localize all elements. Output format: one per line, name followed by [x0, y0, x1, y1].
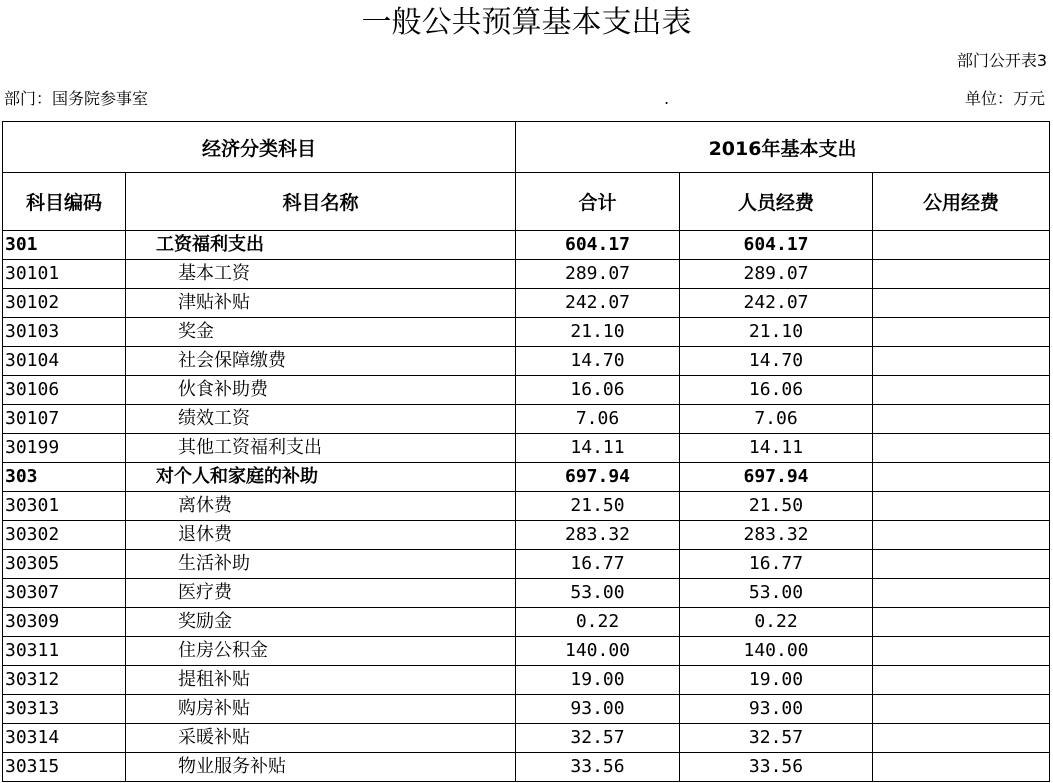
cell-name: 对个人和家庭的补助	[126, 463, 516, 492]
cell-code: 303	[3, 463, 126, 492]
table-row	[3, 695, 1050, 724]
cell-total: 16.06	[516, 376, 680, 405]
cell-total: 697.94	[516, 463, 680, 492]
cell-total: 53.00	[516, 579, 680, 608]
cell-public	[873, 231, 1050, 260]
report-title: 一般公共预算基本支出表	[361, 5, 692, 40]
cell-name: 住房公积金	[126, 637, 516, 666]
cell-public	[873, 289, 1050, 318]
table-row	[3, 579, 1050, 608]
cell-total: 14.11	[516, 434, 680, 463]
cell-code: 30305	[3, 550, 126, 579]
cell-total: 7.06	[516, 405, 680, 434]
cell-personnel: 19.00	[680, 666, 873, 695]
cell-code: 30103	[3, 318, 126, 347]
header-public: 公用经费	[873, 173, 1050, 231]
table-row	[3, 463, 1050, 492]
cell-personnel: 697.94	[680, 463, 873, 492]
cell-total: 242.07	[516, 289, 680, 318]
cell-personnel: 7.06	[680, 405, 873, 434]
cell-personnel: 21.10	[680, 318, 873, 347]
cell-name: 奖励金	[126, 608, 516, 637]
cell-code: 30106	[3, 376, 126, 405]
table-row	[3, 637, 1050, 666]
cell-public	[873, 724, 1050, 753]
cell-code: 30301	[3, 492, 126, 521]
cell-name: 绩效工资	[126, 405, 516, 434]
cell-code: 30314	[3, 724, 126, 753]
cell-public	[873, 753, 1050, 782]
cell-name: 奖金	[126, 318, 516, 347]
table-row	[3, 724, 1050, 753]
cell-personnel: 32.57	[680, 724, 873, 753]
table-row	[3, 289, 1050, 318]
cell-personnel: 14.70	[680, 347, 873, 376]
cell-personnel: 33.56	[680, 753, 873, 782]
cell-public	[873, 695, 1050, 724]
cell-code: 30315	[3, 753, 126, 782]
table-row	[3, 666, 1050, 695]
cell-code: 30309	[3, 608, 126, 637]
cell-code: 30101	[3, 260, 126, 289]
cell-name: 津贴补贴	[126, 289, 516, 318]
cell-total: 283.32	[516, 521, 680, 550]
table-row	[3, 260, 1050, 289]
cell-personnel: 16.77	[680, 550, 873, 579]
cell-public	[873, 347, 1050, 376]
cell-public	[873, 463, 1050, 492]
cell-total: 32.57	[516, 724, 680, 753]
cell-code: 30307	[3, 579, 126, 608]
cell-public	[873, 608, 1050, 637]
cell-name: 基本工资	[126, 260, 516, 289]
cell-name: 购房补贴	[126, 695, 516, 724]
cell-public	[873, 579, 1050, 608]
table-row	[3, 347, 1050, 376]
table-row	[3, 492, 1050, 521]
cell-public	[873, 666, 1050, 695]
budget-table	[2, 121, 1050, 782]
cell-total: 33.56	[516, 753, 680, 782]
cell-name: 其他工资福利支出	[126, 434, 516, 463]
cell-code: 30102	[3, 289, 126, 318]
header-row-2	[3, 173, 1050, 231]
cell-public	[873, 318, 1050, 347]
cell-code: 30104	[3, 347, 126, 376]
cell-code: 30311	[3, 637, 126, 666]
table-row	[3, 608, 1050, 637]
table-row	[3, 405, 1050, 434]
cell-total: 289.07	[516, 260, 680, 289]
cell-public	[873, 260, 1050, 289]
table-row	[3, 318, 1050, 347]
cell-total: 16.77	[516, 550, 680, 579]
stray-dot: .	[664, 89, 670, 108]
cell-total: 21.10	[516, 318, 680, 347]
cell-code: 30302	[3, 521, 126, 550]
cell-personnel: 93.00	[680, 695, 873, 724]
cell-code: 30199	[3, 434, 126, 463]
cell-code: 30107	[3, 405, 126, 434]
cell-name: 医疗费	[126, 579, 516, 608]
cell-name: 提租补贴	[126, 666, 516, 695]
cell-total: 21.50	[516, 492, 680, 521]
cell-code: 30312	[3, 666, 126, 695]
cell-code: 30313	[3, 695, 126, 724]
table-row	[3, 550, 1050, 579]
cell-personnel: 14.11	[680, 434, 873, 463]
cell-total: 0.22	[516, 608, 680, 637]
cell-personnel: 242.07	[680, 289, 873, 318]
cell-name: 物业服务补贴	[126, 753, 516, 782]
cell-personnel: 53.00	[680, 579, 873, 608]
header-name: 科目名称	[126, 173, 516, 231]
cell-name: 离休费	[126, 492, 516, 521]
header-year-basic: 2016年基本支出	[516, 122, 1050, 173]
header-econ-class: 经济分类科目	[3, 122, 516, 173]
cell-name: 退休费	[126, 521, 516, 550]
cell-name: 采暖补贴	[126, 724, 516, 753]
department-label: 部门：国务院参事室	[4, 89, 149, 108]
cell-personnel: 289.07	[680, 260, 873, 289]
table-row	[3, 231, 1050, 260]
cell-personnel: 283.32	[680, 521, 873, 550]
cell-public	[873, 521, 1050, 550]
cell-public	[873, 376, 1050, 405]
cell-name: 社会保障缴费	[126, 347, 516, 376]
header-row-1	[3, 122, 1050, 173]
table-row	[3, 521, 1050, 550]
cell-total: 14.70	[516, 347, 680, 376]
cell-name: 生活补助	[126, 550, 516, 579]
form-number: 部门公开表3	[956, 51, 1047, 70]
header-total: 合计	[516, 173, 680, 231]
table-row	[3, 376, 1050, 405]
table-row	[3, 753, 1050, 782]
cell-personnel: 0.22	[680, 608, 873, 637]
header-personnel: 人员经费	[680, 173, 873, 231]
cell-personnel: 21.50	[680, 492, 873, 521]
cell-public	[873, 492, 1050, 521]
cell-public	[873, 405, 1050, 434]
table-row	[3, 434, 1050, 463]
header-code: 科目编码	[3, 173, 126, 231]
cell-personnel: 16.06	[680, 376, 873, 405]
cell-total: 93.00	[516, 695, 680, 724]
cell-public	[873, 637, 1050, 666]
cell-code: 301	[3, 231, 126, 260]
cell-personnel: 140.00	[680, 637, 873, 666]
cell-total: 140.00	[516, 637, 680, 666]
cell-name: 伙食补助费	[126, 376, 516, 405]
cell-total: 19.00	[516, 666, 680, 695]
cell-public	[873, 434, 1050, 463]
cell-total: 604.17	[516, 231, 680, 260]
cell-personnel: 604.17	[680, 231, 873, 260]
cell-public	[873, 550, 1050, 579]
unit-label: 单位：万元	[964, 89, 1045, 108]
cell-name: 工资福利支出	[126, 231, 516, 260]
